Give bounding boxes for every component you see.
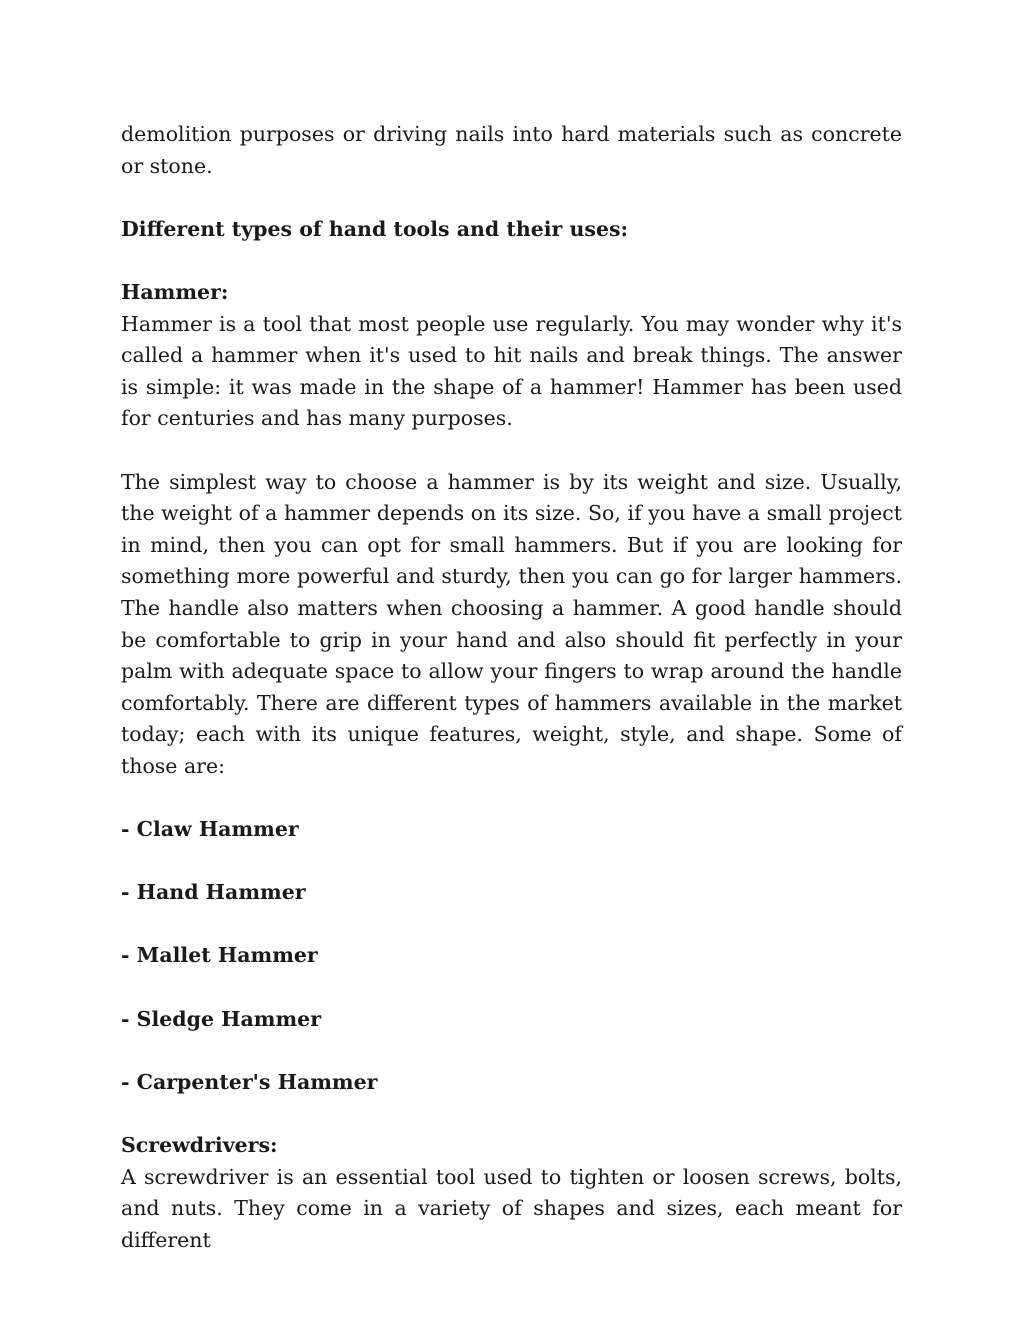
hammer-paragraph-2: The simplest way to choose a hammer is by its weight and size. Usually, the weight of a hammer depends on its size. So, if you have a small project in mind, then you can opt for small hammers. But if you are looking for something more powerful and sturdy, then you can go for larger hammers. The handle also matters when choosing a hammer. A good handle should be comfortable to grip in your hand and also should fit perfectly in your palm with adequate space to allow your fingers to wrap around the handle comfortably. There are different types of hammers available in the market today; each with its unique features, weight, style, and shape. Some of those are: (121, 469, 902, 778)
list-item: - Hand Hammer (121, 880, 306, 905)
list-item: - Carpenter's Hammer (121, 1069, 378, 1094)
hammer-paragraph-1: Hammer is a tool that most people use regularly. You may wonder why it's called a hammer when it's used to hit nails and break things. The answer is simple: it was made in the shape of a hammer! Hammer has been used for centuries and has many purposes. (121, 311, 902, 431)
spacer (121, 182, 902, 214)
spacer (121, 909, 902, 941)
hammer-heading: Hammer: (121, 279, 229, 304)
intro-paragraph: demolition purposes or driving nails into hard materials such as concrete or stone. (121, 122, 902, 178)
list-item: - Mallet Hammer (121, 943, 318, 968)
spacer (121, 846, 902, 878)
screwdrivers-heading: Screwdrivers: (121, 1133, 278, 1157)
screwdrivers-paragraph-1: A screwdriver is an essential tool used to tighten or loosen screws, bolts, and nuts. They come in a variety of shapes and sizes, each meant for different (121, 1164, 902, 1252)
spacer (121, 1098, 902, 1130)
spacer (121, 435, 902, 467)
document-page (121, 119, 902, 1256)
list-item: - Claw Hammer (121, 817, 299, 842)
spacer (121, 782, 902, 814)
spacer (121, 1035, 902, 1067)
spacer (121, 245, 902, 277)
section-heading: Different types of hand tools and their uses: (121, 216, 629, 241)
spacer (121, 972, 902, 1004)
list-item: - Sledge Hammer (121, 1006, 322, 1031)
